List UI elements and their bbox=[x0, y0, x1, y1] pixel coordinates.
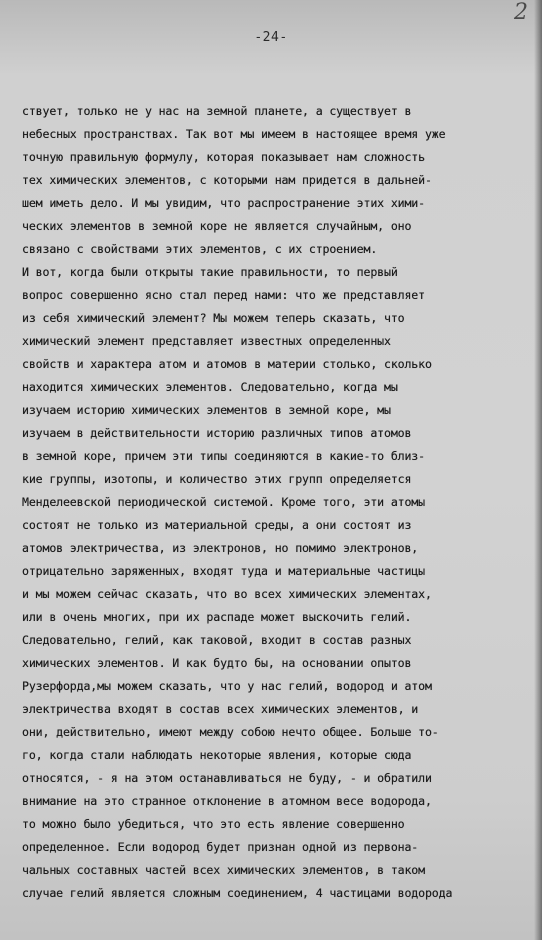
text-line: го, когда стали наблюдать некоторые явления, которые сюда bbox=[22, 748, 412, 762]
text-line: шем иметь дело. И мы увидим, что распространение этих хими- bbox=[22, 196, 425, 210]
text-line: точную правильную формулу, которая показывает нам сложность bbox=[22, 150, 425, 164]
text-line: и мы можем сейчас сказать, что во всех химических элементах, bbox=[22, 587, 432, 601]
text-line: из себя химический элемент? Мы можем теперь сказать, что bbox=[22, 311, 405, 325]
text-line: относятся, - я на этом останавливаться не буду, - и обратили bbox=[22, 771, 432, 785]
text-line: Рузерфорда,мы можем сказать, что у нас гелий, водород и атом bbox=[22, 679, 432, 693]
text-line: Следовательно, гелий, как таковой, входит в состав разных bbox=[22, 633, 412, 647]
text-line: И вот, когда были открыты такие правильности, то первый bbox=[22, 265, 398, 279]
text-line: в земной коре, причем эти типы соединяются в какие-то близ- bbox=[22, 449, 425, 463]
text-line: состоят не только из материальной среды, а они состоят из bbox=[22, 518, 412, 532]
text-line: ствует, только не у нас на земной планете, а существует в bbox=[22, 104, 412, 118]
text-line: свойств и характера атом и атомов в материи столько, сколько bbox=[22, 357, 432, 371]
text-line: чальных составных частей всех химических элементов, в таком bbox=[22, 863, 425, 877]
page-edge-shadow bbox=[534, 0, 542, 940]
text-line: то можно было убедиться, что это есть явление совершенно bbox=[22, 817, 405, 831]
handwritten-archive-mark: 2 bbox=[514, 0, 528, 25]
text-line: определенное. Если водород будет признан одной из первона- bbox=[22, 840, 419, 854]
text-line: отрицательно заряженных, входят туда и материальные частицы bbox=[22, 564, 425, 578]
text-line: внимание на это странное отклонение в атомном весе водорода, bbox=[22, 794, 432, 808]
text-line: случае гелий является сложным соединением, 4 частицами водорода bbox=[22, 886, 453, 900]
text-line: небесных пространствах. Так вот мы имеем в настоящее время уже bbox=[22, 127, 446, 141]
text-line: связано с свойствами этих элементов, с их строением. bbox=[22, 242, 378, 256]
page-number: -24- bbox=[254, 30, 288, 45]
text-line: атомов электричества, из электронов, но помимо электронов, bbox=[22, 541, 419, 555]
text-line: изучаем в действительности историю различных типов атомов bbox=[22, 426, 412, 440]
body-text bbox=[22, 100, 528, 905]
text-line: ческих элементов в земной коре не является случайным, оно bbox=[22, 219, 412, 233]
text-line: они, действительно, имеют между собою нечто общее. Больше то- bbox=[22, 725, 439, 739]
text-line: изучаем историю химических элементов в земной коре, мы bbox=[22, 403, 391, 417]
text-line: или в очень многих, при их распаде может выскочить гелий. bbox=[22, 610, 412, 624]
text-line: химических элементов. И как будто бы, на основании опытов bbox=[22, 656, 412, 670]
text-line: находится химических элементов. Следовательно, когда мы bbox=[22, 380, 398, 394]
text-line: кие группы, изотопы, и количество этих групп определяется bbox=[22, 472, 412, 486]
text-line: тех химических элементов, с которыми нам придется в дальней- bbox=[22, 173, 432, 187]
text-line: вопрос совершенно ясно стал перед нами: что же представляет bbox=[22, 288, 425, 302]
text-line: химический элемент представляет известных определенных bbox=[22, 334, 391, 348]
text-line: Менделеевской периодической системой. Кроме того, эти атомы bbox=[22, 495, 425, 509]
text-line: электричества входят в состав всех химических элементов, и bbox=[22, 702, 419, 716]
